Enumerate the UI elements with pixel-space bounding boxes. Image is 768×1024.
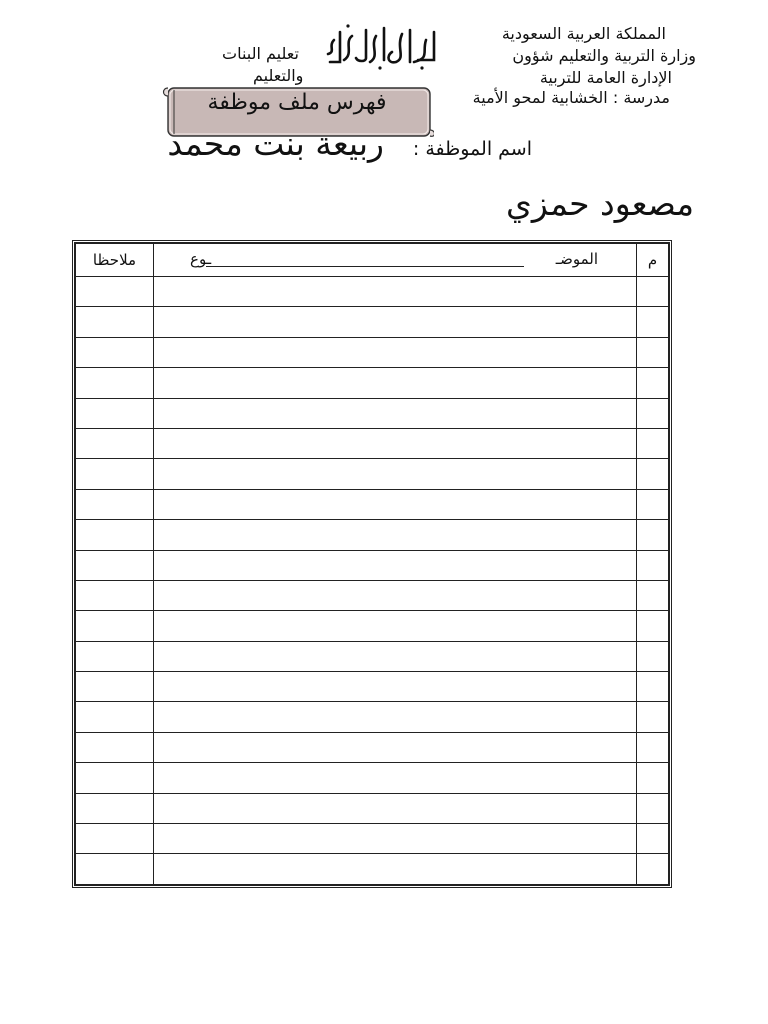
subject-cell — [154, 580, 637, 610]
subject-header-part2: ـوع — [190, 250, 212, 268]
subject-cell — [154, 459, 637, 489]
number-cell — [637, 793, 669, 823]
basmala-calligraphy — [322, 18, 442, 74]
notes-cell — [76, 550, 154, 580]
school-name: مدرسة : الخشابية لمحو الأمية — [472, 88, 670, 107]
subject-cell — [154, 277, 637, 307]
notes-cell — [76, 277, 154, 307]
subject-cell — [154, 763, 637, 793]
number-cell — [637, 550, 669, 580]
table-row — [76, 368, 669, 398]
subject-column-header — [154, 244, 637, 277]
ministry-name: وزارة التربية والتعليم شؤون — [512, 46, 696, 65]
subject-cell — [154, 307, 637, 337]
table-row — [76, 824, 669, 854]
table-row — [76, 611, 669, 641]
notes-cell — [76, 732, 154, 762]
number-column-header: م — [637, 244, 669, 277]
directorate-name: الإدارة العامة للتربية — [539, 68, 672, 87]
table-row — [76, 672, 669, 702]
notes-cell — [76, 459, 154, 489]
kingdom-name: المملكة العربية السعودية — [501, 24, 666, 43]
table-row — [76, 459, 669, 489]
notes-cell — [76, 428, 154, 458]
subject-cell — [154, 489, 637, 519]
number-cell — [637, 459, 669, 489]
notes-cell — [76, 702, 154, 732]
subject-cell — [154, 611, 637, 641]
subject-cell — [154, 398, 637, 428]
notes-cell — [76, 611, 154, 641]
page-title: فهرس ملف موظفة — [207, 90, 387, 115]
number-cell — [637, 672, 669, 702]
subject-cell — [154, 854, 637, 885]
notes-cell — [76, 520, 154, 550]
subject-header-part1: الموضـ — [555, 250, 598, 268]
notes-cell — [76, 824, 154, 854]
subject-cell — [154, 824, 637, 854]
table-row — [76, 398, 669, 428]
education-label: والتعليم — [253, 66, 304, 85]
notes-cell — [76, 854, 154, 885]
number-cell — [637, 732, 669, 762]
table-row — [76, 580, 669, 610]
number-cell — [637, 641, 669, 671]
subject-cell — [154, 337, 637, 367]
subject-header-tatweel — [206, 266, 524, 267]
table-row — [76, 854, 669, 885]
notes-cell — [76, 307, 154, 337]
girls-education-label: تعليم البنات — [222, 44, 299, 63]
number-cell — [637, 489, 669, 519]
notes-cell — [76, 763, 154, 793]
notes-cell — [76, 337, 154, 367]
number-cell — [637, 428, 669, 458]
number-cell — [637, 520, 669, 550]
table-row — [76, 793, 669, 823]
table-row — [76, 428, 669, 458]
notes-cell — [76, 398, 154, 428]
subject-cell — [154, 702, 637, 732]
number-cell — [637, 854, 669, 885]
table-row — [76, 520, 669, 550]
table-row — [76, 702, 669, 732]
file-index-table — [72, 240, 672, 888]
table-row — [76, 277, 669, 307]
subject-cell — [154, 550, 637, 580]
employee-name-line2: مصعود حمزي — [506, 184, 694, 223]
subject-cell — [154, 672, 637, 702]
table-row — [76, 550, 669, 580]
notes-cell — [76, 672, 154, 702]
subject-cell — [154, 368, 637, 398]
subject-cell — [154, 793, 637, 823]
subject-cell — [154, 520, 637, 550]
employee-name-line1: ربيعة بنت محمد — [167, 124, 384, 163]
notes-cell — [76, 368, 154, 398]
table-row — [76, 337, 669, 367]
number-cell — [637, 368, 669, 398]
number-cell — [637, 763, 669, 793]
table-row — [76, 641, 669, 671]
notes-cell — [76, 489, 154, 519]
table-header-row — [76, 244, 669, 277]
number-cell — [637, 580, 669, 610]
number-cell — [637, 702, 669, 732]
table-row — [76, 489, 669, 519]
table-row — [76, 763, 669, 793]
notes-cell — [76, 793, 154, 823]
notes-cell — [76, 641, 154, 671]
number-cell — [637, 398, 669, 428]
subject-cell — [154, 428, 637, 458]
subject-cell — [154, 732, 637, 762]
notes-column-header: ملاحظا — [76, 244, 154, 277]
notes-cell — [76, 580, 154, 610]
number-cell — [637, 277, 669, 307]
employee-label: اسم الموظفة : — [412, 138, 532, 160]
table-row — [76, 732, 669, 762]
number-cell — [637, 611, 669, 641]
number-cell — [637, 824, 669, 854]
subject-cell — [154, 641, 637, 671]
number-cell — [637, 307, 669, 337]
table-row — [76, 307, 669, 337]
number-cell — [637, 337, 669, 367]
